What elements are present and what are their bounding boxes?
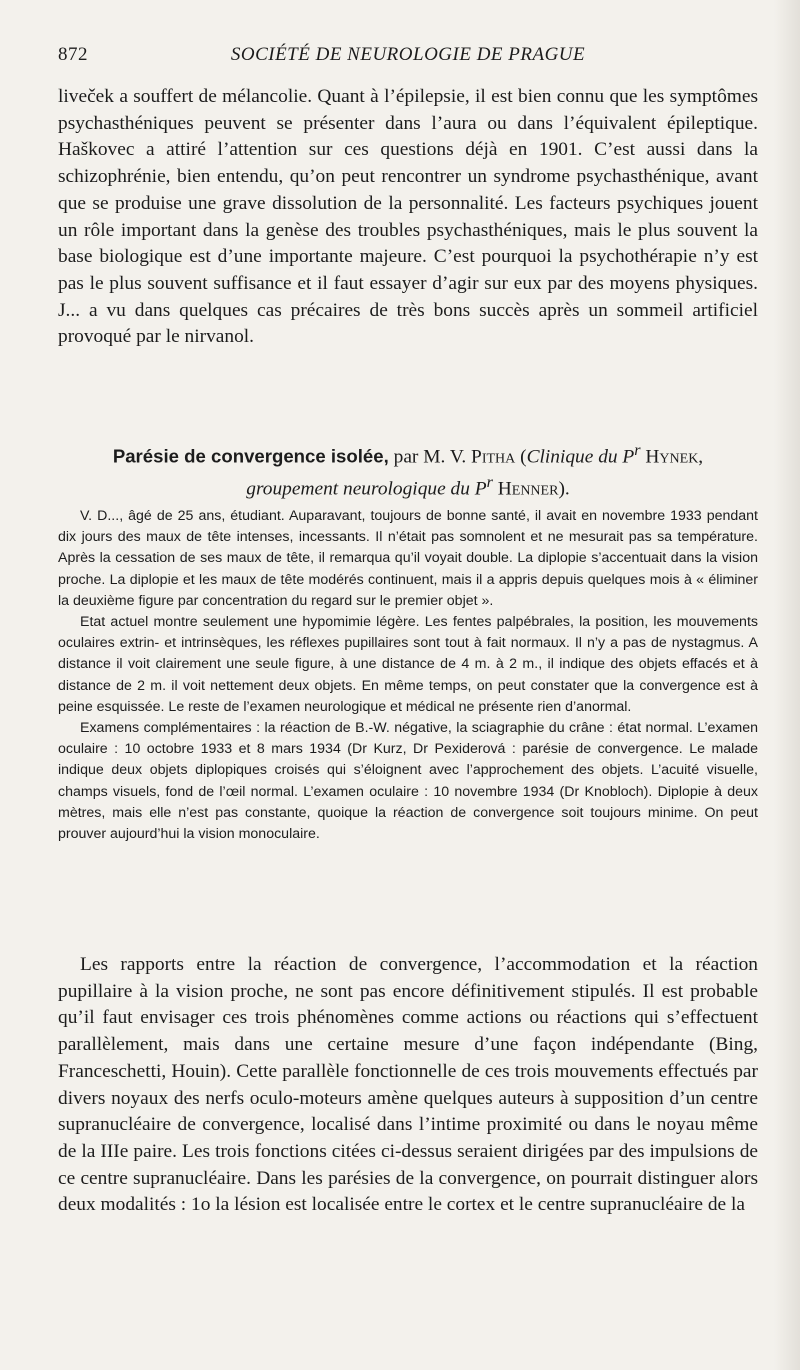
discussion-paragraph: Les rapports entre la réaction de convergence, l’accommodation et la réaction pupillaire à la vision proche, ne sont pas encore définitivement stipulés. Il est probable qu’il faut envisager ces trois phénomènes comme actions ou réactions qui s’effectuent parallèlement, mais dans une certaine mesure d’une façon indépendante (Bing, Franceschetti, Houin). Cette parallèle fonctionnelle de ces trois mouvements effectués par divers noyaux des nerfs oculo-moteurs amène quelques auteurs à supposition d’un centre supranucléaire de convergence, localisé dans l’intime proximité ou dans le noyau même de la IIIe paire. Les trois fonctions citées ci-dessus seraient dirigées par des impulsions de ce centre supranucléaire. Dans les parésies de la convergence, on pourrait distinguer alors deux modalités : 1o la lésion est localisée entre le cortex et le centre supranucléaire de la bbox=[58, 954, 758, 1216]
heading-by: par M. V. bbox=[388, 446, 472, 468]
running-header bbox=[58, 44, 758, 70]
heading-line-1 bbox=[58, 438, 758, 470]
heading-close: ). bbox=[558, 478, 570, 500]
heading-author: Pitha bbox=[471, 446, 516, 468]
discussion-section bbox=[58, 952, 758, 1219]
page-edge-shadow bbox=[774, 0, 800, 1370]
heading-group-prof: Henner bbox=[492, 478, 559, 500]
section-heading bbox=[58, 438, 758, 503]
case-paragraph: V. D..., âgé de 25 ans, étudiant. Auparavant, toujours de bonne santé, il avait en novembre 1933 pendant dix jours des maux de tête intenses, incessants. Il n’était pas somnolent et ne mesurait pas sa température. Après la cessation de ses maux de tête, il remarqua qu’il voyait double. La diplopie s’accentuait dans la vision proche. La diplopie et les maux de tête modérés continuent, mais il a appris depuis quelques mois à « éliminer la deuxième figure par concentration du regard sur le premier objet ». bbox=[58, 508, 758, 609]
heading-clinic-prof: Hynek, bbox=[640, 446, 704, 468]
heading-clinic-sup: r bbox=[634, 442, 641, 459]
heading-group-sup: r bbox=[486, 474, 493, 492]
case-report bbox=[58, 506, 758, 845]
page-number: 872 bbox=[58, 44, 88, 65]
heading-clinic: Clinique du P bbox=[526, 446, 635, 468]
heading-line-2 bbox=[58, 470, 758, 502]
running-title: SOCIÉTÉ DE NEUROLOGIE DE PRAGUE bbox=[230, 44, 586, 65]
heading-paren-open: ( bbox=[515, 446, 527, 468]
intro-section bbox=[58, 84, 758, 351]
intro-paragraph: liveček a souffert de mélancolie. Quant à l’épilepsie, il est bien connu que les symptômes psychasthéniques peuvent se présenter dans l’aura ou dans l’équivalent épileptique. Haškovec a attiré l’attention sur ces questions déjà en 1901. C’est aussi dans la schizophrénie, bien entendu, qu’on peut rencontrer un syndrome psychasthénique, avant que se produise une grave dissolution de la personnalité. Les facteurs psychiques jouent un rôle important dans la genèse des troubles psychasthéniques, mais le plus souvent la base biologique est d’une importante majeure. C’est pourquoi la psychothérapie n’y est pas le plus souvent suffisance et il faut essayer d’agir sur eux par des moyens physiques. J... a vu dans quelques cas précaires de très bons succès après un sommeil artificiel provoqué par le nirvanol. bbox=[58, 86, 758, 348]
case-paragraph: Examens complémentaires : la réaction de B.-W. négative, la sciagraphie du crâne : état normal. L’examen oculaire : 10 octobre 1933 et 8 mars 1934 (Dr Kurz, Dr Pexiderová : parésie de convergence. Le malade indique deux objets diplopiques croisés qui s’éloignent avec l’approchement des objets. L’acuité visuelle, champs visuels, fond de l’œil normal. L’examen oculaire : 10 novembre 1934 (Dr Knobloch). Diplopie à deux mètres, mais elle n’est pas constante, quoique la réaction de convergence soit toujours minime. On peut prouver aujourd’hui la vision monoculaire. bbox=[58, 720, 758, 843]
case-paragraph: Etat actuel montre seulement une hypomimie légère. Les fentes palpébrales, la position, les mouvements oculaires extrin- et intrinsèques, les réflexes pupillaires sont tout à fait normaux. Il n’y a pas de nystagmus. A distance il voit clairement une seule figure, à une distance de 4 m. à 2 m., il indique des objets effacés et à distance de 2 m. il voit nettement deux objets. En même temps, on peut constater que la convergence est à peine esquissée. Le reste de l’examen neurologique et médical ne présente rien d’anormal. bbox=[58, 614, 758, 715]
heading-title: Parésie de convergence isolée, bbox=[112, 445, 389, 467]
heading-group: groupement neurologique du P bbox=[246, 478, 487, 500]
